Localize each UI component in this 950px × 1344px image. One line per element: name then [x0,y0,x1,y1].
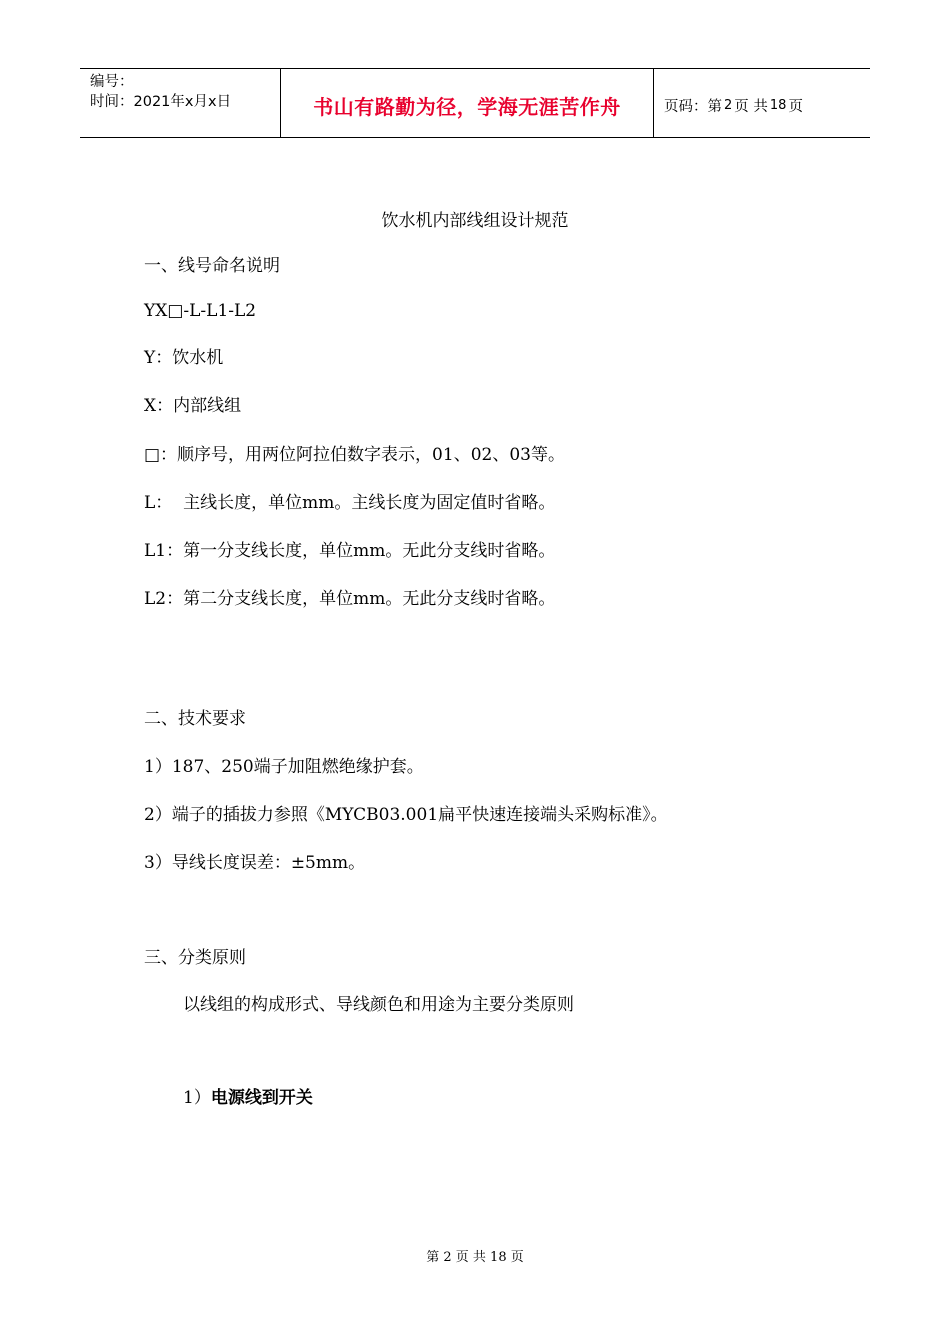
page-header [80,68,870,138]
page-suffix: 页 [788,98,803,115]
document-title: 饮水机内部线组设计规范 [381,211,569,231]
header-page-cell [654,69,870,137]
tech-requirement-3: 3）导线长度误差：±5mm。 [144,853,366,873]
page-total: 18 [769,97,787,113]
section-1-heading: 一、线号命名说明 [144,256,280,276]
page-middle: 页 共 [734,98,768,115]
subheading-power-line [183,1086,313,1110]
classification-paragraph: 以线组的构成形式、导线颜色和用途为主要分类原则 [183,995,574,1015]
naming-line-l1: L1：第一分支线长度，单位mm。无此分支线时省略。 [144,541,556,561]
header-motto: 书山有路勤为径，学海无涯苦作舟 [313,94,621,119]
tech-requirement-2: 2）端子的插拔力参照《MYCB03.001扁平快速连接端头采购标准》。 [144,805,668,825]
page-current: 2 [724,97,733,113]
naming-line-l: L： 主线长度，单位mm。主线长度为固定值时省略。 [144,493,556,513]
page-prefix: 页码：第 [664,98,722,115]
document-time-label: 时间：2021年x月x日 [90,94,232,110]
tech-requirement-1: 1）187、250端子加阻燃绝缘护套。 [144,757,424,777]
section-2-heading: 二、技术要求 [144,709,246,729]
naming-format: YX□-L-L1-L2 [144,301,257,321]
naming-line-seq: □：顺序号，用两位阿拉伯数字表示，01、02、03等。 [144,445,565,465]
document-number-label: 编号： [90,74,134,90]
section-3-heading: 三、分类原则 [144,948,246,968]
naming-line-l2: L2：第二分支线长度，单位mm。无此分支线时省略。 [144,589,556,609]
subheading-text: 电源线到开关 [210,1088,313,1108]
header-info-cell [80,69,281,137]
page-footer: 第 2 页 共 18 页 [426,1250,524,1265]
header-motto-cell [281,69,654,137]
naming-line-x: X：内部线组 [144,396,242,416]
subheading-number: 1） [183,1088,211,1108]
naming-line-y: Y：饮水机 [144,348,224,368]
